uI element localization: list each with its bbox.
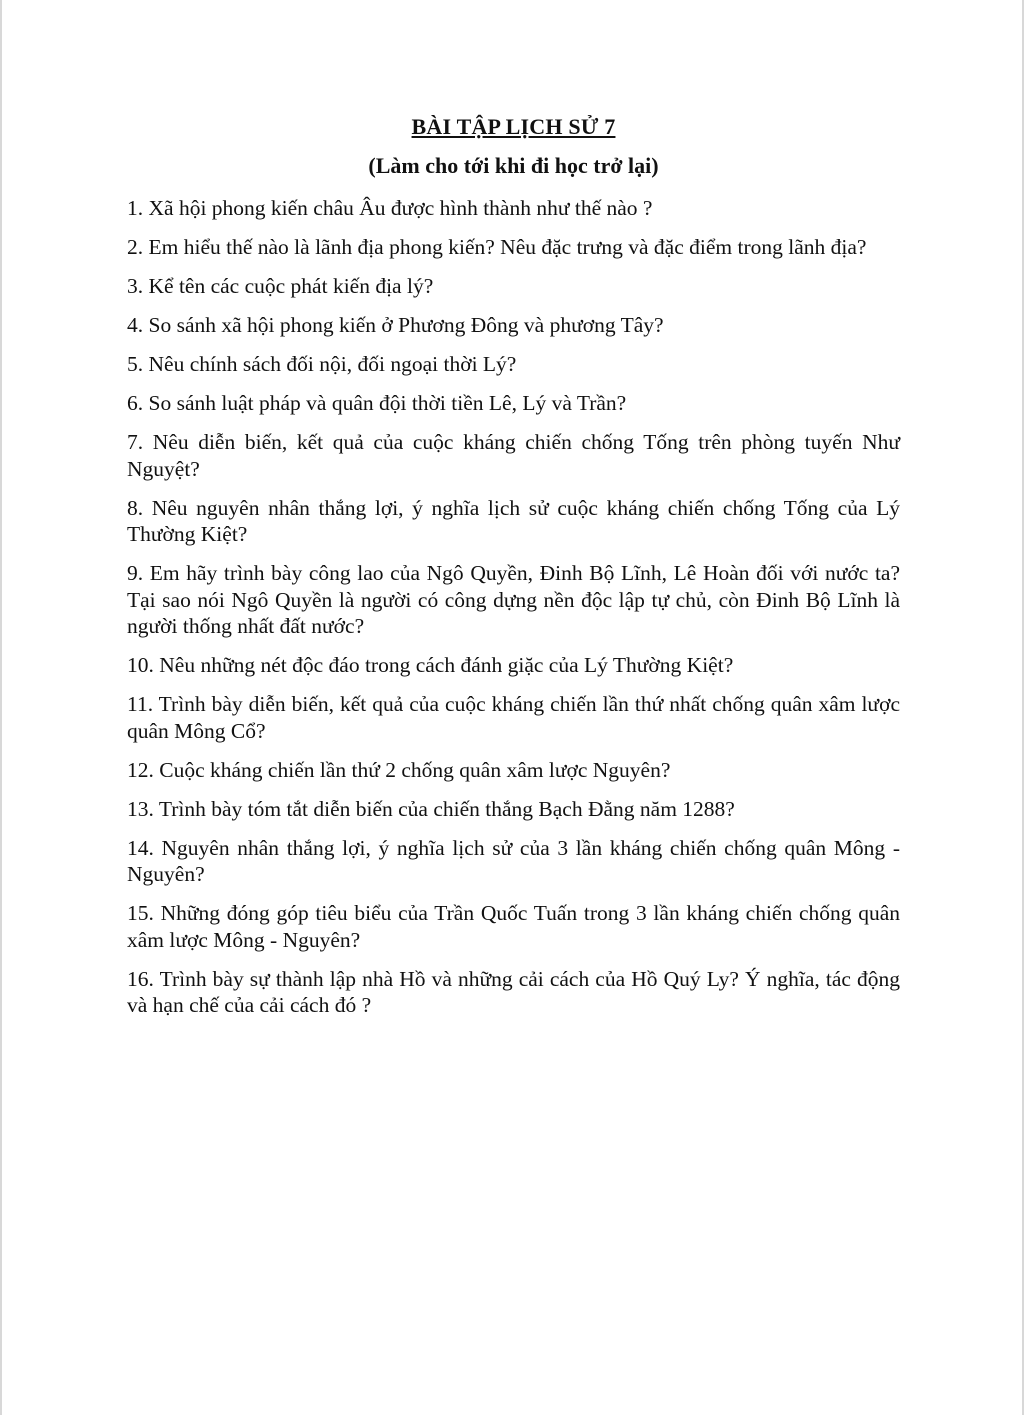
question-item: 4. So sánh xã hội phong kiến ở Phương Đông và phương Tây? [127,313,664,337]
document-content [127,112,900,1031]
question-item: 16. Trình bày sự thành lập nhà Hồ và những cải cách của Hồ Quý Ly? Ý nghĩa, tác động và hạn chế của cải cách đó ? [127,966,900,1017]
question-item: 2. Em hiểu thế nào là lãnh địa phong kiến? Nêu đặc trưng và đặc điểm trong lãnh địa? [127,235,867,259]
document-subtitle: (Làm cho tới khi đi học trở lại) [368,153,659,178]
question-item: 14. Nguyên nhân thắng lợi, ý nghĩa lịch sử của 3 lần kháng chiến chống quân Mông - Nguyên? [127,835,900,886]
question-item: 10. Nêu những nét độc đáo trong cách đánh giặc của Lý Thường Kiệt? [127,653,734,677]
question-item: 15. Những đóng góp tiêu biểu của Trần Quốc Tuấn trong 3 lần kháng chiến chống quân xâm lược Mông - Nguyên? [127,901,900,952]
question-item: 6. So sánh luật pháp và quân đội thời tiền Lê, Lý và Trần? [127,391,627,415]
question-item: 8. Nêu nguyên nhân thắng lợi, ý nghĩa lịch sử cuộc kháng chiến chống Tống của Lý Thường Kiệt? [127,495,900,546]
question-item: 7. Nêu diễn biến, kết quả của cuộc kháng chiến chống Tống trên phòng tuyến Như Nguyệt? [127,430,900,481]
question-list [127,195,900,1019]
question-item: 1. Xã hội phong kiến châu Âu được hình thành như thế nào ? [127,196,653,220]
question-item: 9. Em hãy trình bày công lao của Ngô Quyền, Đinh Bộ Lĩnh, Lê Hoàn đối với nước ta? Tại sao nói Ngô Quyền là người có công dựng nền độc lập tự chủ, còn Đinh Bộ Lĩnh là người thống nhất đất nước? [127,561,900,638]
question-item: 5. Nêu chính sách đối nội, đối ngoại thời Lý? [127,352,517,376]
document-title: BÀI TẬP LỊCH SỬ 7 [411,114,616,139]
question-item: 3. Kể tên các cuộc phát kiến địa lý? [127,274,434,298]
question-item: 13. Trình bày tóm tắt diễn biến của chiến thắng Bạch Đằng năm 1288? [127,796,735,821]
question-item: 12. Cuộc kháng chiến lần thứ 2 chống quân xâm lược Nguyên? [127,757,671,782]
question-item: 11. Trình bày diễn biến, kết quả của cuộc kháng chiến lần thứ nhất chống quân xâm lược quân Mông Cổ? [127,692,900,743]
